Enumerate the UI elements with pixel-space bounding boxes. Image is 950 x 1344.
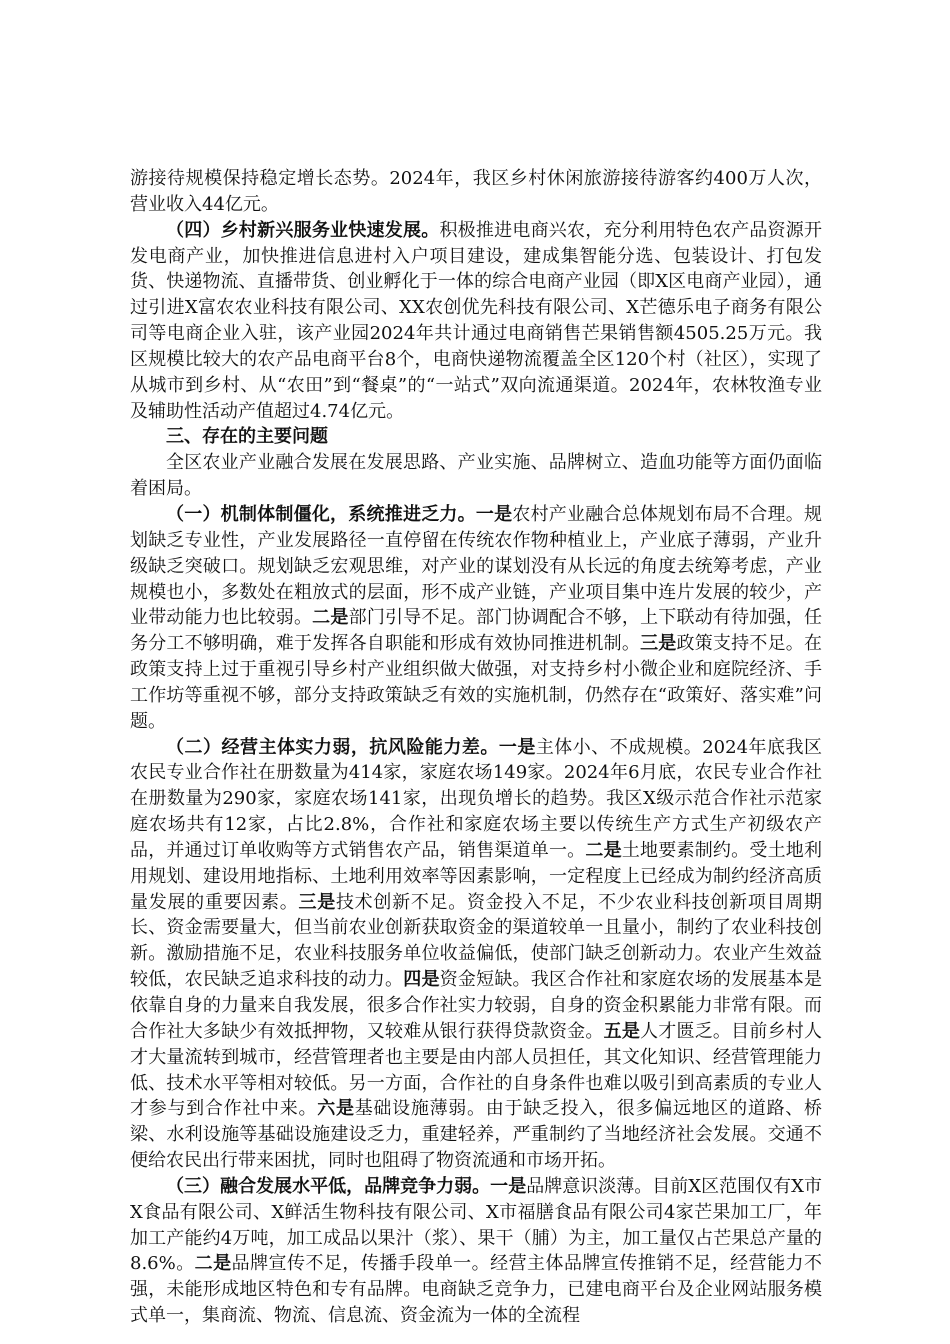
bold-text-segment: 二是: [312, 607, 349, 629]
text-segment: 积极推进电商兴农，充分利用特色农产品资源开发电商产业，加快推进信息进村入户项目建设，建成集智能分选、包装设计、打包发货、快递物流、直播带货、创业孵化于一体的综合电商产业园（即X区电商产业园），通过引进X富农农业科技有限公司、XX农创优先科技有限公司、X芒德乐电子商务有限公司等电商企业入驻，该产业园2024年共计通过电商销售芒果销售额4505.25万元。我区规模比较大的农产品电商平台8个，电商快递物流覆盖全区120个村（社区），实现了从城市到乡村、从“农田”到“餐桌”的“一站式”双向流通渠道。2024年，农林牧渔专业及辅助性活动产值超过4.74亿元。: [130, 219, 823, 422]
bold-text-segment: 三是: [640, 633, 677, 655]
text-segment: 主体小、不成规模。2024年底我区农民专业合作社在册数量为414家，家庭农场149家。2024年6月底，农民专业合作社在册数量为290家，家庭农场141家，出现负增长的趋势。我区X级示范合作社示范家庭农场共有12家，占比2.8%，合作社和家庭农场主要以传统生产方式生产初级农产品，并通过订单收购等方式销售农产品，销售渠道单一。: [130, 736, 822, 861]
bold-text-segment: 四是: [403, 969, 440, 991]
bold-text-segment: （二）经营主体实力弱，抗风险能力差。一是: [166, 736, 536, 758]
text-segment: 农村产业融合总体规划布局不合理。规划缺乏专业性，产业发展路径一直停留在传统农作物种植业上，产业底子薄弱，产业升级缺乏突破口。规划缺乏宏观思维，对产业的谋划没有从长远的角度去统筹考虑，产业规模也小，多数处在粗放式的层面，形不成产业链，产业项目集中连片发展的较少，产业带动能力也比较弱。: [130, 503, 822, 629]
bold-text-segment: 二是: [194, 1253, 232, 1275]
text-segment: 品牌宣传不足，传播手段单一。经营主体品牌宣传推销不足，经营能力不强，未能形成地区特色和专有品牌。电商缺乏竞争力，已建电商平台及企业网站服务模式单一，集商流、物流、信息流、资金流为一体的全流程: [130, 1253, 823, 1327]
paragraph-5: [130, 735, 822, 1174]
paragraph-3: [130, 450, 822, 502]
paragraph-6: [130, 1174, 822, 1329]
paragraph-1: [130, 218, 822, 425]
text-segment: 全区农业产业融合发展在发展思路、产业实施、品牌树立、造血功能等方面仍面临着困局。: [130, 452, 822, 500]
bold-text-segment: （三）融合发展水平低，品牌竞争力弱。一是: [166, 1175, 527, 1197]
text-segment: 政策支持不足。在政策支持上过于重视引导乡村产业组织做大做强，对支持乡村小微企业和庭院经济、手工作坊等重视不够，部分支持政策缺乏有效的实施机制，仍然存在“政策好、落实难”问题。: [130, 633, 823, 732]
text-segment: 基础设施薄弱。由于缺乏投入，很多偏远地区的道路、桥梁、水利设施等基础设施建设乏力，重建轻养，严重制约了当地经济社会发展。交通不便给农民出行带来困扰，同时也阻碍了物资流通和市场开拓。: [130, 1098, 823, 1172]
bold-text-segment: 六是: [317, 1098, 355, 1120]
paragraph-4: [130, 502, 822, 735]
text-segment: 资金短缺。我区合作社和家庭农场的发展基本是依靠自身的力量来自我发展，很多合作社实力较弱，自身的资金积累能力非常有限。而合作社大多缺少有效抵押物，又较难从银行获得贷款资金。: [130, 969, 823, 1042]
bold-text-segment: 三是: [298, 891, 336, 913]
bold-text-segment: 二是: [585, 839, 622, 861]
paragraph-0: [130, 166, 822, 218]
document-page: [130, 166, 822, 1329]
bold-text-segment: 五是: [603, 1020, 641, 1042]
bold-text-segment: 三、存在的主要问题: [166, 426, 328, 448]
text-segment: 技术创新不足。资金投入不足，不少农业科技创新项目周期长、资金需要量大，但当前农业创新获取资金的渠道较单一且量小，制约了农业科技创新。激励措施不足，农业科技服务单位收益偏低，使部门缺乏创新动力。农业产生效益较低，农民缺乏追求科技的动力。: [130, 891, 823, 991]
text-segment: 土地要素制约。受土地利用规划、建设用地指标、土地利用效率等因素影响，一定程度上已经成为制约经济高质量发展的重要因素。: [130, 839, 823, 913]
section-heading: [130, 424, 822, 450]
text-segment: 部门引导不足。部门协调配合不够，上下联动有待加强，任务分工不够明确，难于发挥各自职能和形成有效协同推进机制。: [130, 607, 823, 655]
bold-text-segment: （一）机制体制僵化，系统推进乏力。一是: [166, 503, 513, 525]
text-segment: 品牌意识淡薄。目前X区范围仅有X市X食品有限公司、X鲜活生物科技有限公司、X市福膳食品有限公司4家芒果加工厂，年加工产能约4万吨，加工成品以果汁（浆）、果干（脯）为主，加工量仅占芒果总产量的8.6%。: [130, 1175, 822, 1275]
text-segment: 游接待规模保持稳定增长态势。2024年，我区乡村休闲旅游接待游客约400万人次，营业收入44亿元。: [130, 168, 822, 215]
bold-text-segment: （四）乡村新兴服务业快速发展。: [166, 219, 440, 241]
text-segment: 人才匮乏。目前乡村人才大量流转到城市，经营管理者也主要是由内部人员担任，其文化知识、经营管理能力低、技术水平等相对较低。另一方面，合作社的自身条件也难以吸引到高素质的专业人才参与到合作社中来。: [130, 1020, 823, 1120]
